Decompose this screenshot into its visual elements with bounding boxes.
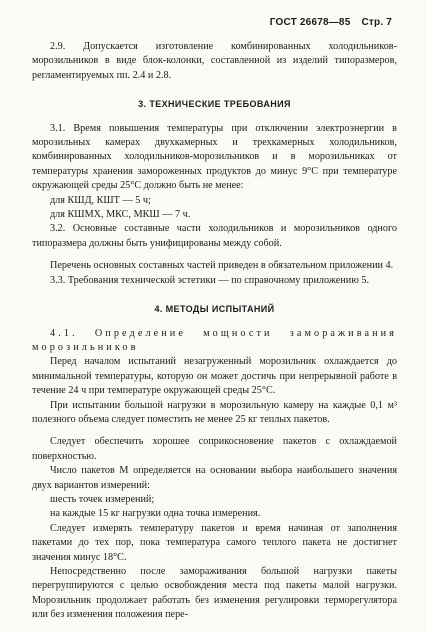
paragraph-preparation: Перед началом испытаний незагруженный морозильник охлаждается до минимальной температуры, которую он может достичь при непрерывной работе в течение 24 ч при температуре окружающей среды 25°С.: [32, 356, 397, 397]
paragraph-packet-count: Число пакетов М определяется на основании выбора наибольшего значения двух вариантов измерений:: [32, 465, 397, 491]
list-item-six-points: шесть точек измерений;: [50, 493, 155, 505]
paragraph-3-2-list: Перечень основных составных частей приведен в обязательном приложении 4.: [50, 260, 394, 272]
paragraph-4-1-title: 4.1. Определение мощности замораживания морозильников: [32, 327, 397, 353]
paragraph-3-1: 3.1. Время повышения температуры при отключении электроэнергии в морозильных камерах двухкамерных и трехкамерных холодильников, комбинированных холодильников-морозильников и в морозильниках от температуры хранения замороженных продуктов до минус 9°С при температуре окружающей среды 25°С должно быть не менее:: [32, 122, 397, 192]
section-3-heading: 3. ТЕХНИЧЕСКИЕ ТРЕБОВАНИЯ: [138, 99, 291, 110]
paragraph-3-3: 3.3. Требования технической эстетики — по справочному приложению 5.: [50, 274, 369, 286]
list-item-per-15kg: на каждые 15 кг нагрузки одна точка измерения.: [50, 508, 261, 520]
paragraph-measure: Следует измерять температуру пакетов и время начиная от заполнения пакетами до тех пор, пока температура самого теплого пакета не достигнет значения минус 18°С.: [32, 522, 397, 563]
section-4-heading: 4. МЕТОДЫ ИСПЫТАНИЙ: [154, 304, 275, 315]
page-number: Стр. 7: [361, 17, 392, 28]
list-item-kshmh: для КШМХ, МКС, МКШ — 7 ч.: [50, 209, 191, 221]
paragraph-2-9: 2.9. Допускается изготовление комбинированных холодильников-морозильников в виде блок-колонки, составленной из изделий типоразмеров, регламентируемых пп. 2.4 и 2.8.: [32, 41, 397, 81]
paragraph-contact: Следует обеспечить хорошее соприкосновение пакетов с охлаждаемой поверхностью.: [32, 436, 397, 462]
paragraph-regroup: Непосредственно после замораживания большой нагрузки пакеты перегруппируются с целью освобождения места под пакеты малой нагрузки. Морозильник продолжает работать без изменения регулировки терморегулятора или без изменения положения пере-: [32, 566, 397, 621]
list-item-kshd: для КШД, КШТ — 5 ч;: [50, 194, 151, 206]
standard-number: ГОСТ 26678—85: [269, 17, 351, 28]
document-body: [32, 40, 397, 623]
paragraph-3-2: 3.2. Основные составные части холодильников и морозильников одного типоразмера должны быть унифицированы между собой.: [32, 223, 397, 249]
page-header: [270, 17, 392, 28]
paragraph-large-load: При испытании большой нагрузки в морозильную камеру на каждые 0,1 м³ полезного объема следует поместить не менее 25 кг теплых пакетов.: [32, 399, 397, 425]
